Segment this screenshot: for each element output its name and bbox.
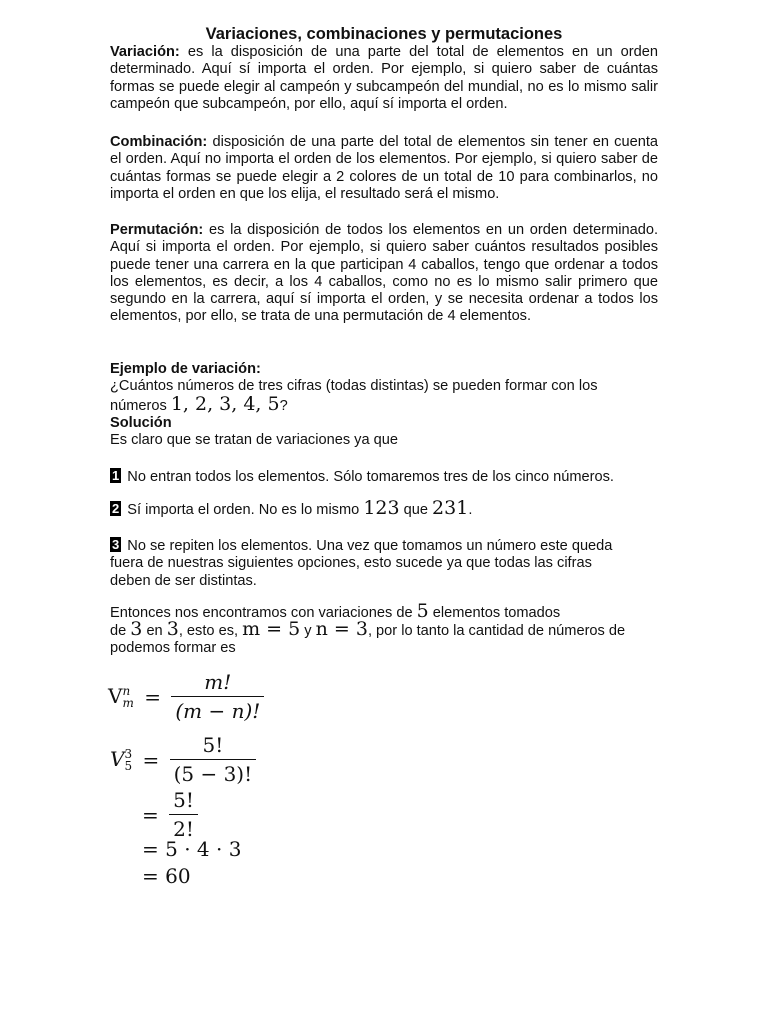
math-n-equals-3: n = 3: [315, 618, 368, 640]
specific-variation-formula: [110, 733, 256, 786]
formula-subscript: m: [122, 696, 134, 711]
conclusion-text: y: [300, 623, 316, 639]
equals-sign: =: [144, 684, 161, 709]
variacion-paragraph: [110, 44, 658, 113]
question-mark: ?: [279, 397, 288, 414]
point-2: [110, 497, 670, 519]
equals-sign: =: [142, 747, 160, 772]
point-text-que: que: [399, 502, 433, 518]
point-period: .: [468, 502, 473, 518]
combinacion-term: Combinación:: [110, 134, 208, 150]
formula-superscript: n: [122, 684, 131, 699]
formula-numerator: 5!: [202, 733, 224, 757]
point-text-line3: deben de ser distintas.: [110, 572, 257, 589]
point-text-line1: No se repiten los elementos. Una vez que tomamos un número este queda: [123, 538, 613, 554]
formula-step-3: = 5 · 4 · 3: [142, 837, 242, 861]
math-231: 231: [432, 497, 469, 519]
formula-symbol-v: V: [110, 746, 125, 771]
example-heading: Ejemplo de variación:: [110, 361, 261, 377]
point-text-line2: fuera de nuestras siguientes opciones, esto sucede ya que todas las cifras: [110, 555, 592, 572]
example-section: [110, 361, 670, 449]
number-set: 1, 2, 3, 4, 5: [170, 392, 280, 415]
conclusion-text: Entonces nos encontramos con variaciones de: [110, 605, 417, 621]
example-question-line1: ¿Cuántos números de tres cifras (todas distintas) se pueden formar con los: [110, 378, 598, 395]
math-m-equals-5: m = 5: [242, 618, 301, 640]
conclusion-text: , por lo tanto la cantidad de números de: [367, 623, 626, 639]
point-number-badge: 1: [112, 468, 120, 483]
point-text: No entran todos los elementos. Sólo tomaremos tres de los cinco números.: [123, 469, 614, 485]
formula-step-2: [142, 788, 198, 841]
solution-intro: Es claro que se tratan de variaciones ya que: [110, 431, 398, 448]
variacion-text: es la disposición de una parte del total de elementos en un orden determinado. Aquí sí importa el orden. Por ejemplo, si quiero saber de cuántas formas se puede elegir al campeón y subcampeón del mundial, no es lo mismo salir campeón que subcampeón, por ello, aquí sí importa el orden.: [110, 44, 658, 112]
formula-denominator: (5 − 3)!: [170, 759, 257, 786]
combinacion-text: disposición de una parte del total de elementos sin tener en cuenta el orden. Aquí no importa el orden de los elementos. Por ejemplo, si quiero saber de cuántas formas se puede elegir a 2 colores de un total de 10 para combinarlos, no importa el orden en que los elija, el resultado será el mismo.: [110, 134, 658, 202]
solution-heading: Solución: [110, 414, 172, 431]
formula-result: = 60: [142, 864, 191, 888]
formula-symbol-v: V: [108, 683, 123, 708]
conclusion-block: [110, 600, 670, 657]
math-5: 5: [416, 600, 429, 622]
combinacion-paragraph: [110, 134, 658, 203]
conclusion-text: , esto es,: [178, 623, 243, 639]
permutacion-text: es la disposición de todos los elementos en un orden determinado. Aquí si importa el orden. Por ejemplo, si quiero saber cuántos resultados posibles puede tener una carrera en la que participan 4 caballos, tengo que ordenar a todos los elementos, es decir, a los 4 caballos, como no es lo mismo salir primero que segundo en la carrera, aquí sí importa el orden, y se necesita ordenar a todos los elementos, por ello, se trata de una permutación de 4 elementos.: [110, 222, 658, 325]
variacion-term: Variación:: [110, 44, 180, 60]
math-3: 3: [130, 618, 143, 640]
permutacion-paragraph: [110, 222, 658, 326]
formula-denominator: (m − n)!: [171, 696, 264, 723]
conclusion-text: en: [142, 623, 167, 639]
point-number-badge: 2: [112, 501, 120, 516]
equals-sign: =: [142, 802, 159, 827]
point-1: [110, 468, 670, 486]
point-number-badge: 3: [112, 537, 120, 552]
conclusion-line2: [110, 618, 670, 640]
document-title: Variaciones, combinaciones y permutaciones: [205, 25, 563, 43]
formula-superscript: 3: [124, 747, 133, 762]
formula-numerator: m!: [204, 670, 232, 694]
example-question-line2: [110, 392, 670, 415]
math-123: 123: [363, 497, 400, 519]
point-3: [110, 537, 670, 590]
conclusion-line3: podemos formar es: [110, 640, 236, 656]
permutacion-term: Permutación:: [110, 222, 204, 238]
math-3: 3: [166, 618, 179, 640]
formula-subscript: 5: [124, 759, 133, 774]
point-text: Sí importa el orden. No es lo mismo: [123, 502, 364, 518]
conclusion-text: de: [110, 623, 131, 639]
question-text: números: [110, 397, 171, 414]
formula-denominator: 2!: [169, 814, 198, 841]
conclusion-line1: [110, 600, 670, 622]
general-variation-formula: [108, 670, 264, 723]
formula-numerator: 5!: [173, 788, 194, 812]
conclusion-text: elementos tomados: [428, 605, 561, 621]
